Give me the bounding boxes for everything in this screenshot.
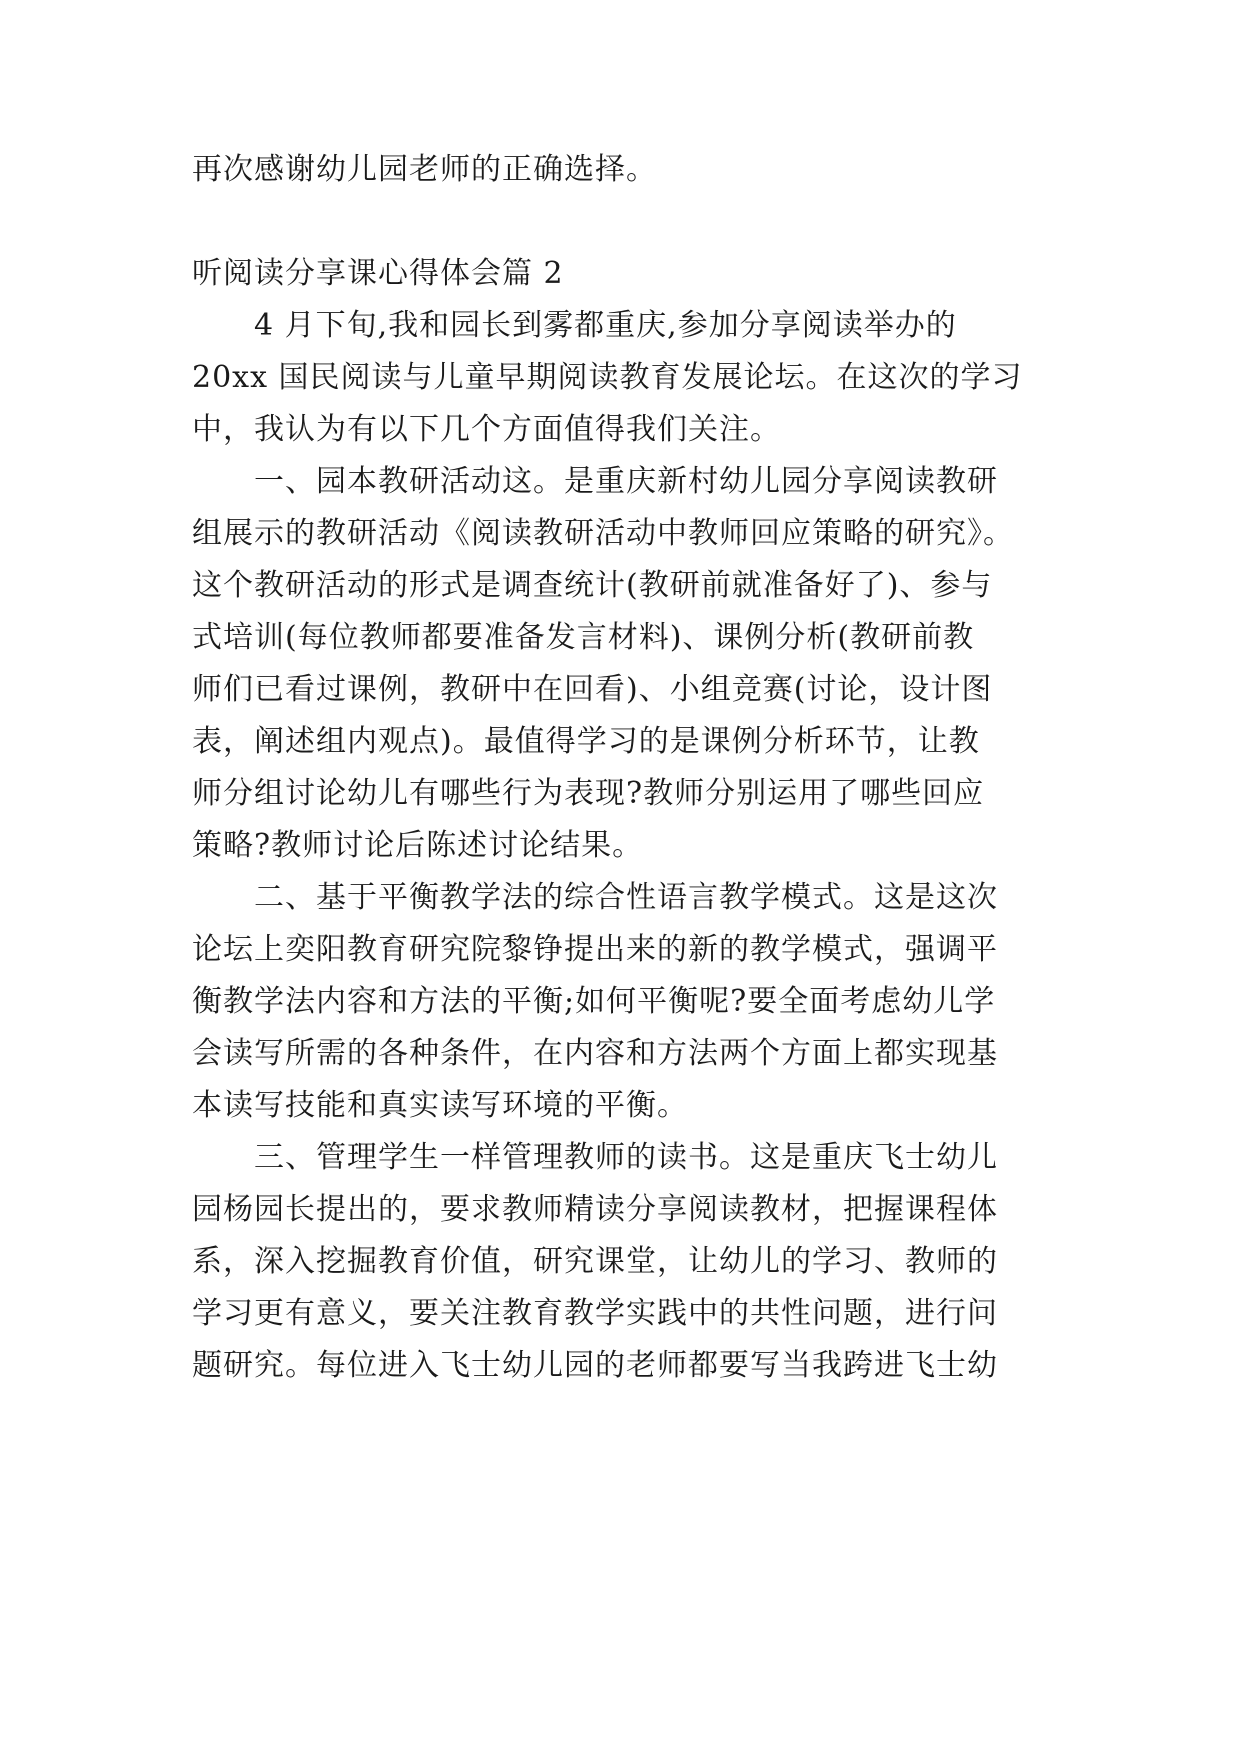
text-line: 组展示的教研活动《阅读教研活动中教师回应策略的研究》。 <box>192 516 1014 551</box>
text-line: 表，阐述组内观点)。最值得学习的是课例分析环节，让教 <box>192 724 980 759</box>
text-line: 二、基于平衡教学法的综合性语言教学模式。这是这次 <box>192 880 998 915</box>
text-line: 中，我认为有以下几个方面值得我们关注。 <box>192 412 781 447</box>
text-line: 师们已看过课例，教研中在回看)、小组竞赛(讨论，设计图 <box>192 672 993 707</box>
text-line: 衡教学法内容和方法的平衡;如何平衡呢?要全面考虑幼儿学 <box>192 984 996 1019</box>
section-heading: 听阅读分享课心得体会篇 2 <box>192 256 564 291</box>
text-line: 一、园本教研活动这。是重庆新村幼儿园分享阅读教研 <box>192 464 998 499</box>
text-line: 园杨园长提出的，要求教师精读分享阅读教材，把握课程体 <box>192 1192 998 1227</box>
text-line: 4 月下旬,我和园长到雾都重庆,参加分享阅读举办的 <box>192 308 957 343</box>
text-line: 系，深入挖掘教育价值，研究课堂，让幼儿的学习、教师的 <box>192 1244 998 1279</box>
text-line: 这个教研活动的形式是调查统计(教研前就准备好了)、参与 <box>192 568 993 603</box>
text-line: 策略?教师讨论后陈述讨论结果。 <box>192 828 644 863</box>
text-line: 学习更有意义，要关注教育教学实践中的共性问题，进行问 <box>192 1296 998 1331</box>
text-line: 师分组讨论幼儿有哪些行为表现?教师分别运用了哪些回应 <box>192 776 985 811</box>
text-line: 本读写技能和真实读写环境的平衡。 <box>192 1088 688 1123</box>
text-line: 论坛上奕阳教育研究院黎铮提出来的新的教学模式，强调平 <box>192 932 998 967</box>
text-line: 式培训(每位教师都要准备发言材料)、课例分析(教研前教 <box>192 620 975 655</box>
text-line: 会读写所需的各种条件，在内容和方法两个方面上都实现基 <box>192 1036 998 1071</box>
text-line: 三、管理学生一样管理教师的读书。这是重庆飞士幼儿 <box>192 1140 998 1175</box>
text-line: 题研究。每位进入飞士幼儿园的老师都要写当我跨进飞士幼 <box>192 1348 998 1383</box>
text-line-closing: 再次感谢幼儿园老师的正确选择。 <box>192 152 657 187</box>
text-line: 20xx 国民阅读与儿童早期阅读教育发展论坛。在这次的学习 <box>192 360 1023 395</box>
